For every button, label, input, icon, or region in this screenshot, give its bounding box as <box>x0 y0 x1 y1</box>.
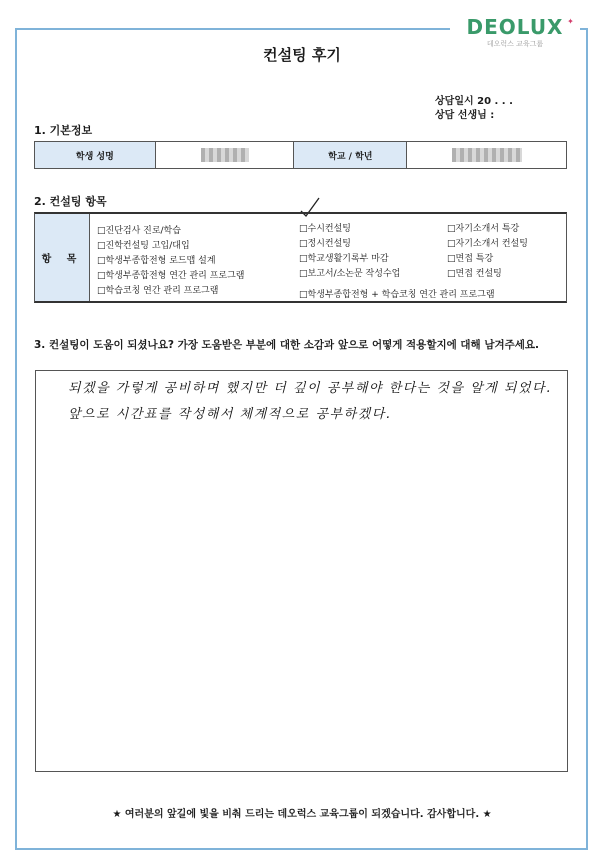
section3-question: 3. 컨설팅이 도움이 되셨나요? 가장 도움받은 부분에 대한 소감과 앞으로 어떻게 적용할지에 대해 남겨주세요. <box>34 339 540 351</box>
review-answer-box[interactable] <box>35 370 568 772</box>
option-admission-consulting[interactable]: □진학컨설팅 고입/대입 <box>97 241 190 251</box>
option-roadmap[interactable]: □학생부종합전형 로드맵 설계 <box>97 256 216 266</box>
redacted-school <box>452 148 522 162</box>
answer-line-2: 앞으로 시간표를 작성해서 체계적으로 공부하겠다. <box>68 407 392 422</box>
option-record-closing[interactable]: □학교생활기록부 마감 <box>299 254 389 264</box>
section2-heading: 2. 컨설팅 항목 <box>34 195 107 208</box>
items-row-label: 항 목 <box>35 214 90 301</box>
school-grade-label: 학교 / 학년 <box>294 142 407 169</box>
option-combined-program[interactable]: □학생부종합전형 + 학습코칭 연간 관리 프로그램 <box>299 290 495 300</box>
option-annual-program[interactable]: □학생부종합전형 연간 관리 프로그램 <box>97 271 245 281</box>
consult-date: 상담일시 20 . . . <box>435 96 513 107</box>
student-name-label: 학생 성명 <box>35 142 156 169</box>
redacted-name <box>201 148 249 162</box>
option-interview-lecture[interactable]: □면접 특강 <box>447 254 494 264</box>
option-susi[interactable]: □수시컨설팅 <box>299 224 351 234</box>
footer-message: ★ 여러분의 앞길에 빛을 비춰 드리는 데오럭스 교육그룹이 되겠습니다. 감사합니다. ★ <box>112 809 492 820</box>
option-jeongsi[interactable]: □정시컨설팅 <box>299 239 351 249</box>
option-diagnosis[interactable]: □진단검사 진로/학습 <box>97 226 181 236</box>
option-essay-consulting[interactable]: □자기소개서 컨설팅 <box>447 239 528 249</box>
answer-line-1: 되겠을 가렇게 공비하며 했지만 더 깊이 공부해야 한다는 것을 알게 되었다. <box>68 381 552 396</box>
school-grade-value[interactable] <box>407 142 567 169</box>
basic-info-table <box>34 141 567 169</box>
option-report-writing[interactable]: □보고서/소논문 작성수업 <box>299 269 401 279</box>
section1-heading: 1. 기본정보 <box>34 124 93 137</box>
option-study-coaching[interactable]: □학습코칭 연간 관리 프로그램 <box>97 286 219 296</box>
logo-name: DEOLUX <box>466 15 564 39</box>
logo-subtitle: 데오럭스 교육그룹 <box>486 40 544 48</box>
page-title: 컨설팅 후기 <box>263 46 341 64</box>
consult-teacher: 상담 선생님 : <box>435 110 495 121</box>
consulting-items-table <box>34 212 567 303</box>
option-interview-consulting[interactable]: □면접 컨설팅 <box>447 269 502 279</box>
student-name-value[interactable] <box>155 142 294 169</box>
logo-star-icon: ✦ <box>567 17 574 26</box>
option-essay-lecture[interactable]: □자기소개서 특강 <box>447 224 520 234</box>
